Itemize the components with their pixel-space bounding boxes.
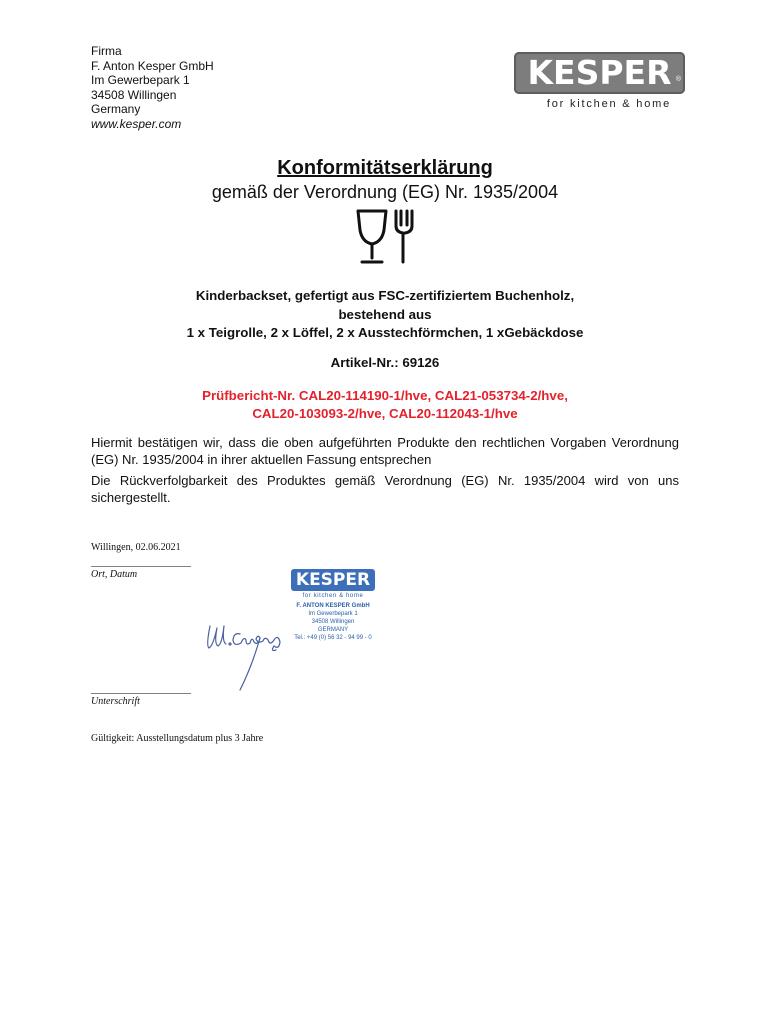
product-line: bestehend aus: [338, 306, 432, 322]
document-subtitle: gemäß der Verordnung (EG) Nr. 1935/2004: [211, 182, 559, 202]
stamp-tagline: for kitchen & home: [302, 593, 364, 599]
kesper-logo: [514, 52, 689, 110]
logo-tagline: for kitchen & home: [546, 98, 671, 110]
place-date: Willingen, 02.06.2021: [91, 542, 181, 553]
sender-company: F. Anton Kesper GmbH: [91, 58, 214, 73]
sender-website: www.kesper.com: [91, 116, 182, 131]
stamp-phone: Tel.: +49 (0) 56 32 - 94 99 - 0: [294, 635, 372, 641]
logo-badge: [514, 52, 685, 94]
traceability-paragraph: Die Rückverfolgbarkeit des Produktes gemäß Verordnung (EG) Nr. 1935/2004 wird von uns sichergestellt.: [91, 473, 679, 505]
signature-rule: ____________________: [91, 684, 191, 695]
sender-country: Germany: [91, 102, 141, 117]
stamp-country: GERMANY: [317, 627, 349, 633]
sender-address: [91, 44, 214, 132]
product-description: [0, 287, 770, 343]
sender-street: Im Gewerbepark 1: [91, 73, 190, 88]
product-line: 1 x Teigrolle, 2 x Löffel, 2 x Ausstechförmchen, 1 xGebäckdose: [186, 325, 584, 340]
place-date-label: Ort, Datum: [91, 569, 138, 580]
signature-label: Unterschrift: [91, 696, 140, 707]
stamp-city: 34508 Willingen: [311, 619, 355, 625]
stamp-wordmark: KESPER: [295, 570, 371, 590]
stamp-badge: [291, 569, 375, 591]
article-number: Artikel-Nr.: 69126: [330, 355, 440, 370]
sender-line: Firma: [91, 44, 122, 58]
product-line: Kinderbackset, gefertigt aus FSC-zertifiziertem Buchenholz,: [195, 288, 575, 303]
glass-bowl: [358, 211, 386, 244]
handwritten-signature: [200, 606, 310, 696]
logo-registered-mark: ®: [675, 76, 681, 83]
confirmation-paragraph: Hiermit bestätigen wir, dass die oben aufgeführten Produkte den rechtlichen Vorgaben Verordnung (EG) Nr. 1935/2004 in ihrer aktuellen Fassung entsprechen: [91, 435, 679, 467]
validity-note: Gültigkeit: Ausstellungsdatum plus 3 Jahre: [91, 733, 264, 744]
report-line: Prüfbericht-Nr. CAL20-114190-1/hve, CAL21-053734-2/hve,: [202, 388, 568, 403]
logo-wordmark: KESPER: [527, 53, 672, 92]
stamp-company: F. ANTON KESPER GmbH: [296, 603, 370, 609]
glass-and-fork-icon: [354, 208, 420, 266]
sender-city: 34508 Willingen: [91, 87, 177, 102]
place-date-rule: ____________________: [91, 557, 191, 568]
report-line: CAL20-103093-2/hve, CAL20-112043-1/hve: [252, 405, 518, 421]
stamp-street: Im Gewerbepark 1: [308, 611, 358, 617]
test-report-numbers: [0, 387, 770, 422]
document-title: Konformitätserklärung: [277, 157, 493, 179]
